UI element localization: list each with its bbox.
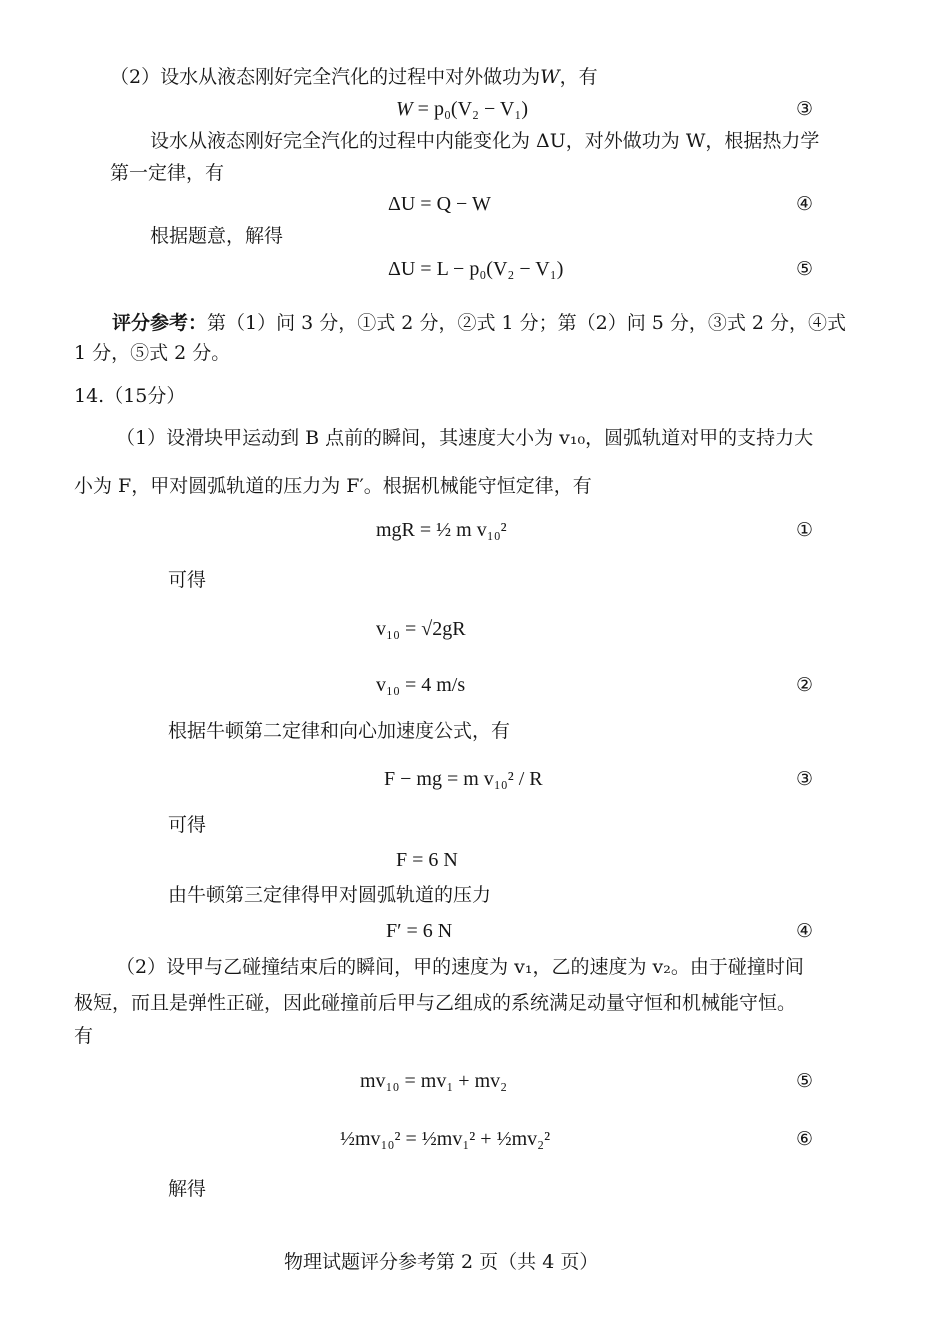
eq1-text: mgR = ½ m v₁₀² — [376, 519, 507, 541]
newton-third-law-text: 由牛顿第三定律得甲对圆弧轨道的压力 — [168, 884, 492, 906]
equation-6: ½mv₁₀² = ½mv₁² + ½mv₂² — [340, 1128, 551, 1150]
kede-1: 可得 — [168, 569, 207, 591]
eq-label-2: ② — [796, 674, 814, 696]
q14-part2-line1: （2）设甲与乙碰撞结束后的瞬间，甲的速度为 v₁，乙的速度为 v₂。由于碰撞时间 — [116, 956, 804, 978]
equation-F: F = 6 N — [396, 849, 458, 871]
part2-intro-tail: ，有 — [559, 66, 598, 88]
q14-part2-line2: 极短，而且是弹性正碰，因此碰撞前后甲与乙组成的系统满足动量守恒和机械能守恒。 — [74, 992, 797, 1014]
scoring-head: 评分参考： — [112, 312, 208, 334]
equation-3 — [396, 96, 528, 122]
scoring-line-1 — [112, 310, 846, 336]
equation-5b: mv₁₀ = mv₁ + mv₂ — [360, 1070, 508, 1092]
para-first-law: 第一定律，有 — [110, 162, 225, 184]
part2-intro-text: （2）设水从液态刚好完全汽化的过程中对外做功为 — [110, 66, 541, 88]
part2-intro-w: W — [540, 66, 560, 88]
jiede: 解得 — [168, 1178, 207, 1200]
equation-5a: ΔU = L − p₀(V₂ − V₁) — [388, 258, 564, 280]
eq3-rhs: = p₀(V₂ − V₁) — [417, 98, 528, 120]
scoring-line-2: 1 分，⑤式 2 分。 — [74, 342, 231, 364]
page-footer: 物理试题评分参考第 2 页（共 4 页） — [284, 1251, 599, 1273]
solve-text: 根据题意，解得 — [150, 225, 284, 247]
equation-F-prime: F′ = 6 N — [386, 920, 453, 942]
part2-intro — [110, 64, 598, 90]
eq-label-5a: ⑤ — [796, 258, 814, 280]
equation-sqrt: v₁₀ = √2gR — [376, 618, 466, 640]
q14-part1-line2: 小为 F，甲对圆弧轨道的压力为 F′。根据机械能守恒定律，有 — [74, 475, 592, 497]
eq-label-3: ③ — [796, 98, 814, 120]
q14-part1-line1: （1）设滑块甲运动到 B 点前的瞬间，其速度大小为 v₁₀，圆弧轨道对甲的支持力大 — [116, 427, 814, 449]
para-inner-energy: 设水从液态刚好完全汽化的过程中内能变化为 ΔU，对外做功为 W，根据热力学 — [150, 130, 820, 152]
eq-label-6: ⑥ — [796, 1128, 814, 1150]
newton-second-law-text: 根据牛顿第二定律和向心加速度公式，有 — [168, 720, 511, 742]
equation-4: ΔU = Q − W — [388, 193, 491, 215]
eq-label-3b: ③ — [796, 768, 814, 790]
q14-part2-line3: 有 — [74, 1025, 94, 1047]
q14-title: 14.（15分） — [74, 385, 186, 407]
eq-label-1: ① — [796, 519, 814, 541]
scoring-text-1: 第（1）问 3 分，①式 2 分，②式 1 分；第（2）问 5 分，③式 2 分，④式 — [207, 312, 847, 334]
eq-label-5b: ⑤ — [796, 1070, 814, 1092]
equation-3b: F − mg = m v₁₀² / R — [384, 768, 543, 790]
kede-2: 可得 — [168, 814, 207, 836]
eq3-lhs: W — [396, 98, 413, 120]
eq-label-4: ④ — [796, 193, 814, 215]
eq-label-4b: ④ — [796, 920, 814, 942]
equation-2: v₁₀ = 4 m/s — [376, 674, 466, 696]
equation-1 — [376, 517, 507, 543]
